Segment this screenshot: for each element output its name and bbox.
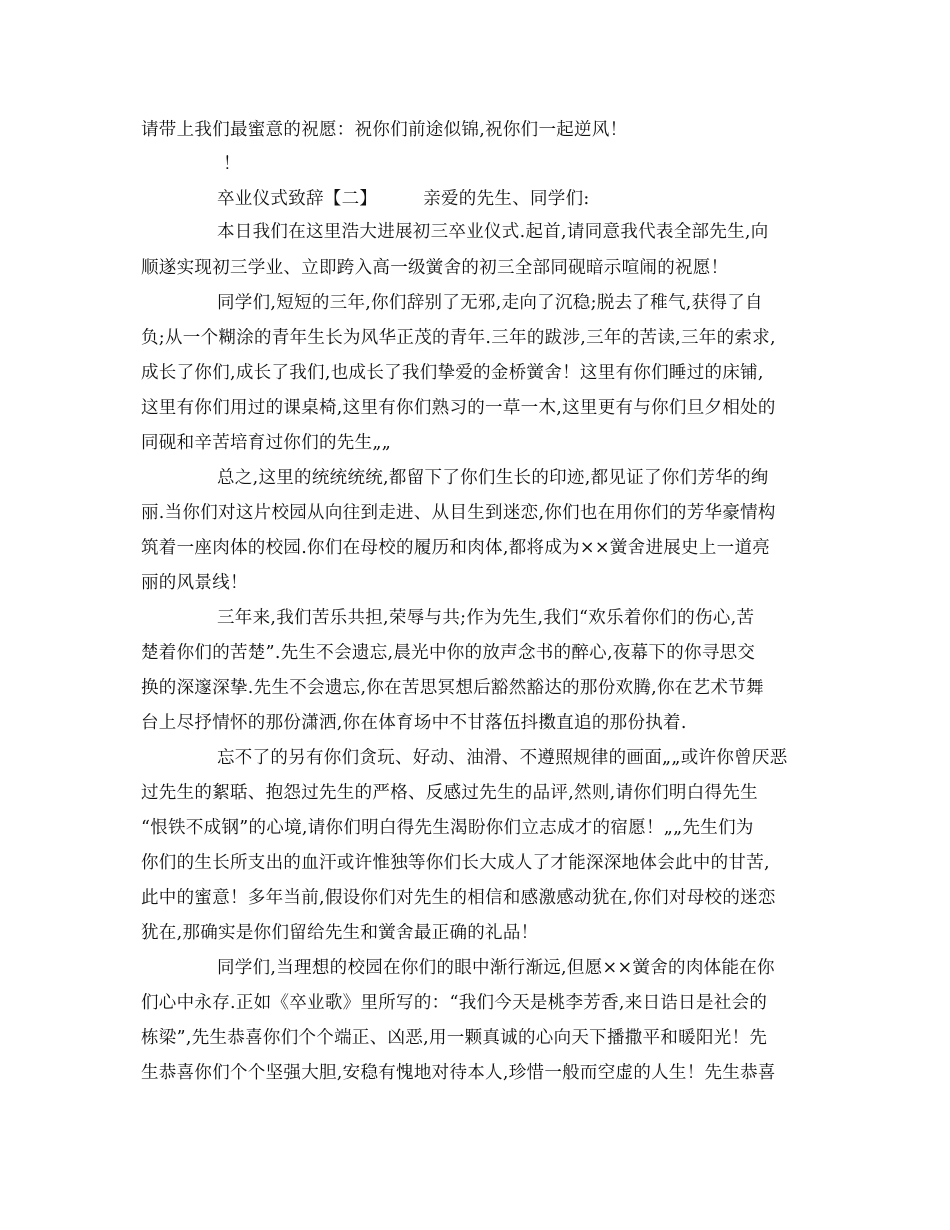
- text-line-17: 换的深邃深挚.先生不会遗忘,你在苦思冥想后豁然豁达的那份欢腾,你在艺术节舞: [141, 678, 764, 698]
- text-line-8: 成长了你们,成长了我们,也成长了我们挚爱的金桥黉舍！这里有你们睡过的床铺,: [141, 363, 764, 383]
- text-line-14: 丽的风景线！: [141, 573, 248, 593]
- text-line-6: 同学们,短短的三年,你们辞别了无邪,走向了沉稳;脱去了稚气,获得了自: [217, 293, 763, 313]
- section-heading-line: [217, 184, 590, 214]
- text-line-9: 这里有你们用过的课桌椅,这里有你们熟习的一草一木,这里更有与你们旦夕相处的: [141, 398, 776, 418]
- text-line-20: 过先生的絮聒、抱怨过先生的严格、反感过先生的品评,然则,请你们明白得先生: [141, 783, 758, 803]
- text-line-25: 同学们,当理想的校园在你们的眼中渐行渐远,但愿××黉舍的肉体能在你: [217, 958, 775, 978]
- text-line-13: 筑着一座肉体的校园.你们在母校的履历和肉体,都将成为××黉舍进展史上一道亮: [141, 538, 771, 558]
- section-title: 卒业仪式致辞【二】: [217, 189, 378, 209]
- text-line-28: 生恭喜你们个个坚强大胆,安稳有愧地对待本人,珍惜一般而空虚的人生！先生恭喜: [141, 1063, 776, 1083]
- text-line-4: 本日我们在这里浩大进展初三卒业仪式.起首,请同意我代表全部先生,向: [217, 222, 769, 242]
- text-line-26: 们心中永存.正如《卒业歌》里所写的：“我们今天是桃李芳香,来日诰日是社会的: [141, 993, 768, 1013]
- text-line-11: 总之,这里的统统统统,都留下了你们生长的印迹,都见证了你们芳华的绚: [217, 468, 769, 488]
- text-line-5: 顺遂实现初三学业、立即跨入高一级黉舍的初三全部同砚暗示喧闹的祝愿！: [141, 258, 729, 278]
- text-line-10: 同砚和辛苦培育过你们的先生„„: [141, 433, 392, 453]
- text-line-22: 你们的生长所支出的血汗或许惟独等你们长大成人了才能深深地体会此中的甘苦,: [141, 853, 770, 873]
- text-line-16: 楚着你们的苦楚”.先生不会遗忘,晨光中你的放声念书的醉心,夜幕下的你寻思交: [141, 643, 756, 663]
- text-line-21: “恨铁不成钢”的心境,请你们明白得先生渴盼你们立志成才的宿愿！„„先生们为: [141, 818, 754, 838]
- text-line-23: 此中的蜜意！多年当前,假设你们对先生的相信和感激感动犹在,你们对母校的迷恋: [141, 888, 776, 908]
- text-line-1: 请带上我们最蜜意的祝愿：祝你们前途似锦,祝你们一起逆风！: [141, 120, 628, 140]
- text-line-7: 负;从一个糊涂的青年生长为风华正茂的青年.三年的跋涉,三年的苦读,三年的索求,: [141, 328, 776, 348]
- text-line-15: 三年来,我们苦乐共担,荣辱与共;作为先生,我们“欢乐着你们的伤心,苦: [217, 608, 755, 628]
- text-line-2: ！: [223, 154, 241, 174]
- text-line-19: 忘不了的另有你们贪玩、好动、油滑、不遵照规律的画面„„或许你曾厌恶: [217, 748, 788, 768]
- salutation: 亲爱的先生、同学们:: [423, 189, 590, 209]
- text-line-18: 台上尽抒情怀的那份潇洒,你在体育场中不甘落伍抖擞直追的那份执着.: [141, 713, 687, 733]
- text-line-27: 栋梁”,先生恭喜你们个个端正、凶恶,用一颗真诚的心向天下播撒平和暖阳光！先: [141, 1028, 768, 1048]
- text-line-24: 犹在,那确实是你们留给先生和黉舍最正确的礼品！: [141, 923, 539, 943]
- text-line-12: 丽.当你们对这片校园从向往到走进、从目生到迷恋,你们也在用你们的芳华豪情构: [141, 503, 776, 523]
